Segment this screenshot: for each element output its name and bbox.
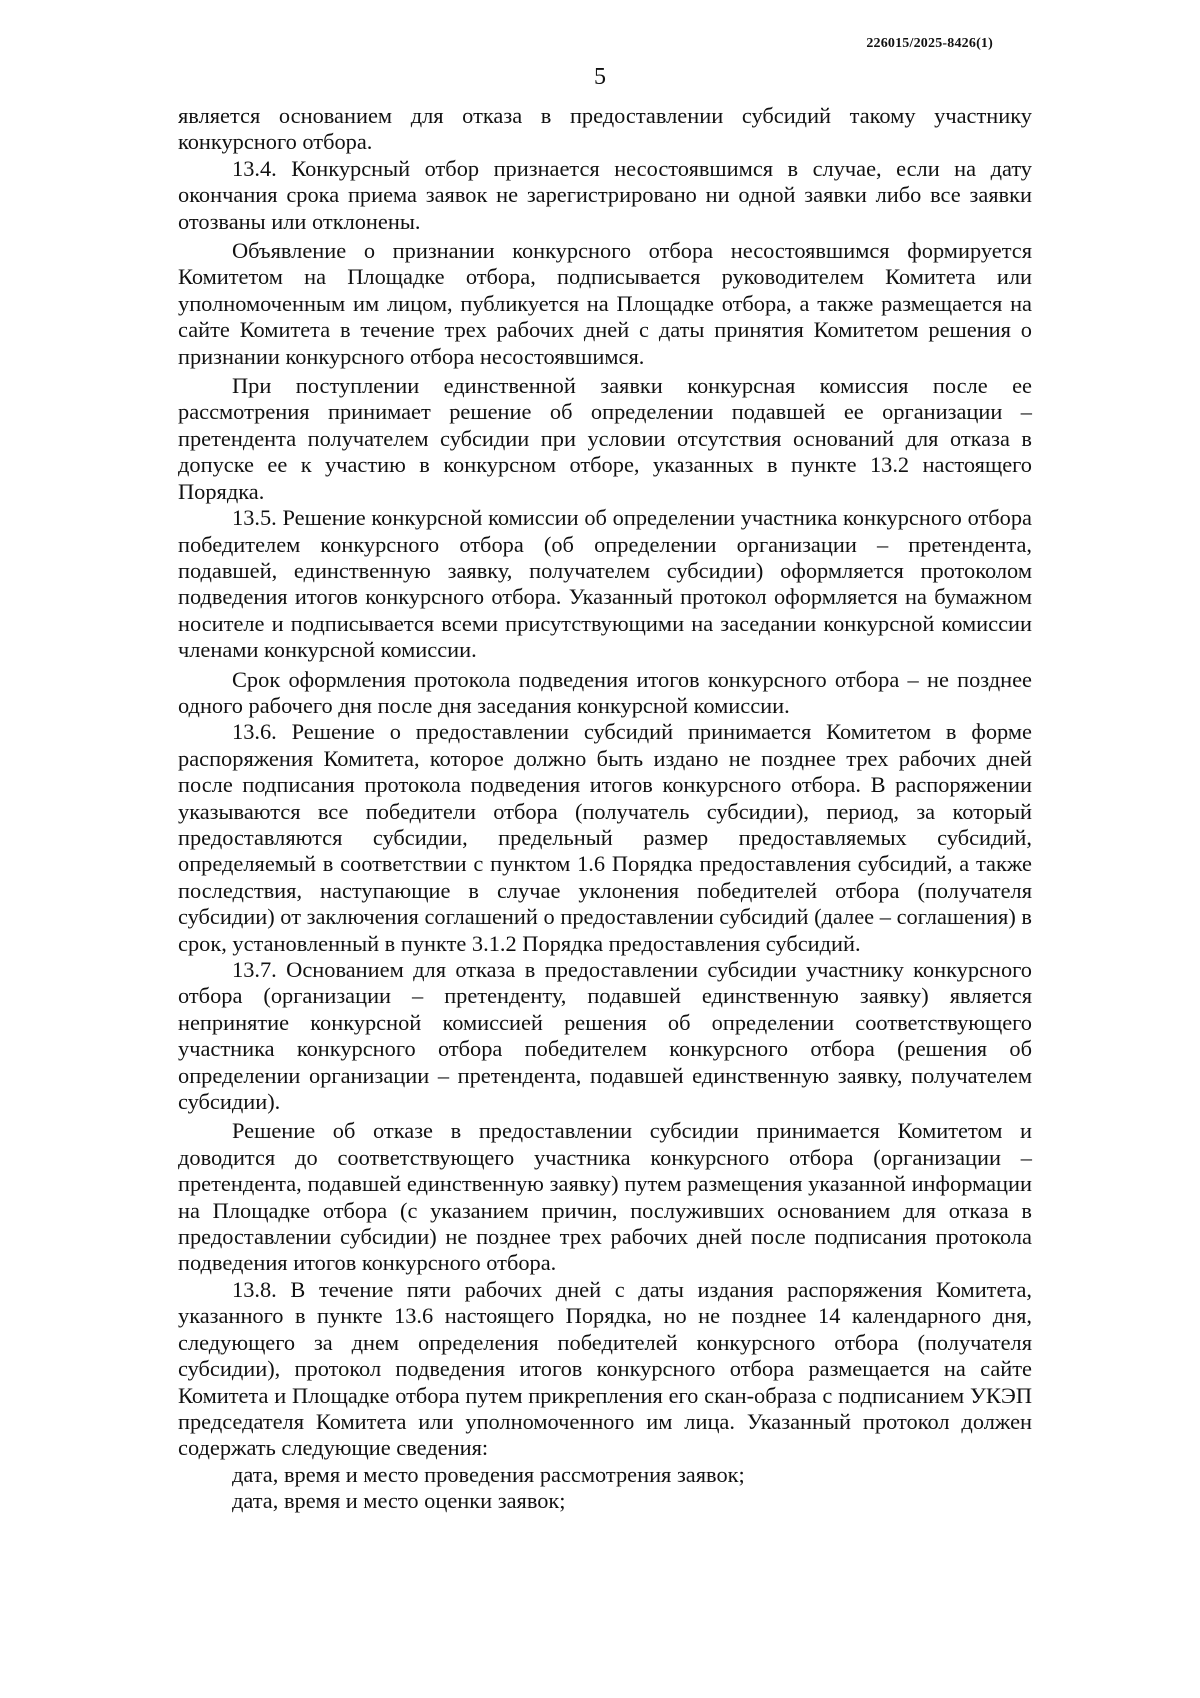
document-registration-number: 226015/2025-8426(1) (866, 36, 993, 51)
paragraph-13-6: 13.6. Решение о предоставлении субсидий принимается Комитетом в форме распоряжения Комитета, которое должно быть издано не позднее трех рабочих дней после подписания протокола подведения итогов конкурсного отбора. В распоряжении указываются все победители отбора (получатель субсидии), период, за который предоставляются субсидии, предельный размер предоставляемых субсидий, определяемый в соответствии с пунктом 1.6 Порядка предоставления субсидий, а также последствия, наступающие в случае уклонения победителей отбора (получателя субсидии) от заключения соглашений о предоставлении субсидий (далее – соглашения) в срок, установленный в пункте 3.1.2 Порядка предоставления субсидий. (178, 719, 1032, 956)
document-body (178, 103, 1032, 1515)
paragraph-continuation: является основанием для отказа в предоставлении субсидий такому участнику конкурсного отбора. (178, 103, 1032, 155)
paragraph-protocol-deadline: Срок оформления протокола подведения итогов конкурсного отбора – не позднее одного рабочего дня после дня заседания конкурсной комиссии. (178, 666, 1032, 718)
paragraph-single-application: При поступлении единственной заявки конкурсная комиссия после ее рассмотрения принимает решение об определении подавшей ее организации – претендента получателем субсидии при условии отсутствия оснований для отказа в допуске ее к участию в конкурсном отборе, указанных в пункте 13.2 настоящего Порядка. (178, 373, 1032, 504)
paragraph-13-7: 13.7. Основанием для отказа в предоставлении субсидии участнику конкурсного отбора (организации – претенденту, подавшей единственную заявку) является непринятие конкурсной комиссией решения об определении соответствующего участника конкурсного отбора победителем конкурсного отбора (решения об определении организации – претендента, подавшей единственную заявку, получателем субсидии). (178, 957, 1032, 1115)
paragraph-announcement: Объявление о признании конкурсного отбора несостоявшимся формируется Комитетом на Площадке отбора, подписывается руководителем Комитета или уполномоченным им лицом, публикуется на Площадке отбора, а также размещается на сайте Комитета в течение трех рабочих дней с даты принятия Комитетом решения о признании конкурсного отбора несостоявшимся. (178, 238, 1032, 369)
list-item-evaluation-date: дата, время и место оценки заявок; (232, 1488, 566, 1514)
paragraph-refusal-decision: Решение об отказе в предоставлении субсидии принимается Комитетом и доводится до соответствующего участника конкурсного отбора (организации – претендента, подавшей единственную заявку) путем размещения указанной информации на Площадке отбора (с указанием причин, послуживших основанием для отказа в предоставлении субсидии) не позднее трех рабочих дней после подписания протокола подведения итогов конкурсного отбора. (178, 1118, 1032, 1276)
paragraph-13-4: 13.4. Конкурсный отбор признается несостоявшимся в случае, если на дату окончания срока приема заявок не зарегистрировано ни одной заявки либо все заявки отозваны или отклонены. (178, 155, 1032, 234)
list-item-review-date: дата, время и место проведения рассмотрения заявок; (232, 1461, 745, 1487)
paragraph-13-8: 13.8. В течение пяти рабочих дней с даты издания распоряжения Комитета, указанного в пункте 13.6 настоящего Порядка, но не позднее 14 календарного дня, следующего за днем определения победителей конкурсного отбора (получателя субсидии), протокол подведения итогов конкурсного отбора размещается на сайте Комитета и Площадке отбора путем прикрепления его скан-образа с подписанием УКЭП председателя Комитета или уполномоченного им лица. Указанный протокол должен содержать следующие сведения: (178, 1276, 1032, 1461)
page-number: 5 (594, 64, 606, 90)
paragraph-13-5: 13.5. Решение конкурсной комиссии об определении участника конкурсного отбора победителем конкурсного отбора (об определении организации – претендента, подавшей, единственную заявку, получателем субсидии) оформляется протоколом подведения итогов конкурсного отбора. Указанный протокол оформляется на бумажном носителе и подписывается всеми присутствующими на заседании конкурсной комиссии членами конкурсной комиссии. (178, 505, 1032, 663)
